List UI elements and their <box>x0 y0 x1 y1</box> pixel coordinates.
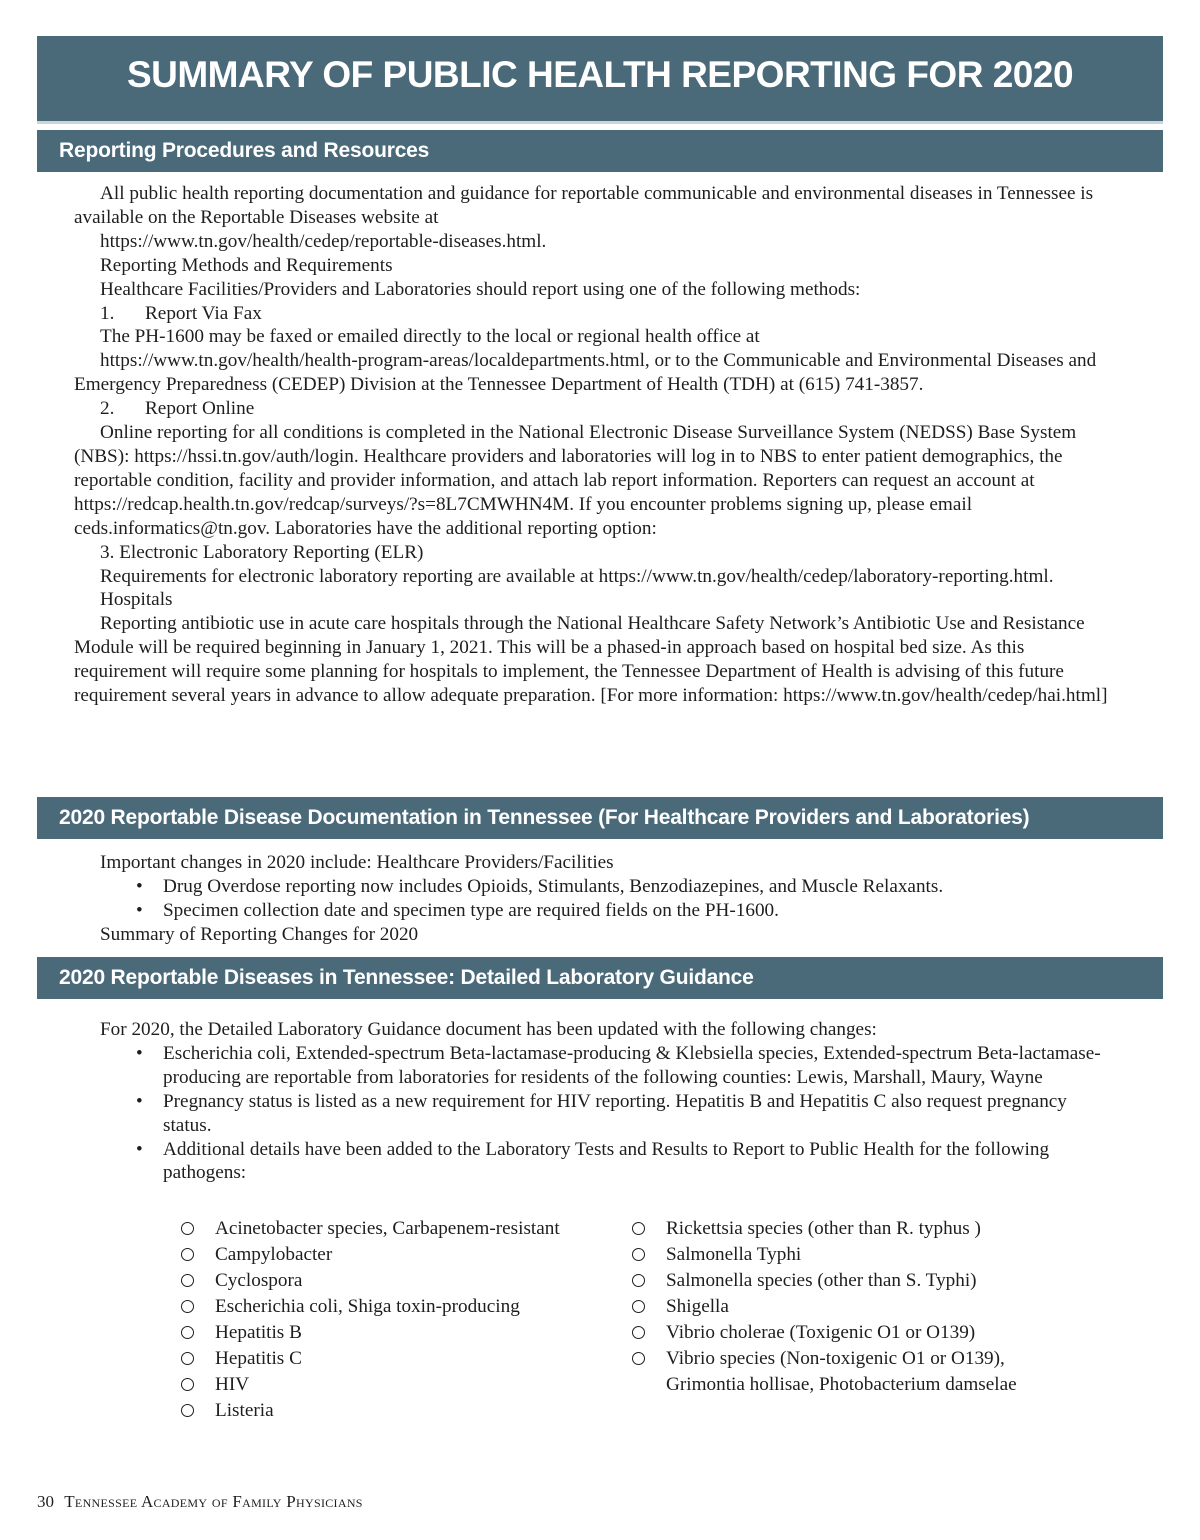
pathogen-label: Hepatitis B <box>215 1322 302 1343</box>
elr-text: Requirements for electronic laboratory reporting are available at https://www.tn.gov/health/cedep/laboratory-reporting.html. <box>100 565 1054 587</box>
pathogen-item <box>632 1242 1052 1268</box>
method-number: 2. <box>100 398 115 420</box>
circle-bullet-icon <box>632 1274 645 1287</box>
list-item: • Escherichia coli, Extended-spectrum Beta-lactamase-producing & Klebsiella species, Extended-spectrum Beta-lactamase-producing are reportable from laboratories for residents of the following counties: Lewis, Marshall, Maury, Wayne <box>74 1042 1114 1090</box>
pathogen-label: Salmonella species (other than S. Typhi) <box>666 1270 977 1291</box>
intro-paragraph: All public health reporting documentation and guidance for reportable communicable and environmental diseases in Tennessee is available on the Reportable Diseases website at <box>74 183 1094 228</box>
method-fax <box>74 302 1114 326</box>
fax-text: The PH-1600 may be faxed or emailed directly to the local or regional health office at <box>100 326 760 348</box>
pathogen-item <box>181 1372 621 1398</box>
online-text: Online reporting for all conditions is completed in the National Electronic Disease Surveillance System (NEDSS) Base System (NBS): https://hssi.tn.gov/auth/login. Healthcare providers and laboratories will log in to NBS to enter patient demographics, the reportable condition, facility and provider information, and attach lab report information. Reporters can request an account at https://redcap.health.tn.gov/redcap/surveys/?s=8L7CMWHN4M. If you encounter problems signing up, please email ceds.informatics@tn.gov. Laboratories have the additional reporting option: <box>74 422 1077 539</box>
methods-intro: Healthcare Facilities/Providers and Laboratories should report using one of the following methods: <box>100 278 861 300</box>
pathogen-item <box>181 1320 621 1346</box>
pathogen-label: Rickettsia species (other than R. typhus ) <box>666 1218 981 1239</box>
pathogen-item <box>181 1398 621 1424</box>
documentation-bullet-list <box>74 875 1114 923</box>
pathogen-label: Campylobacter <box>215 1244 333 1265</box>
hospitals-heading: Hospitals <box>100 589 173 611</box>
methods-heading: Reporting Methods and Requirements <box>100 254 393 276</box>
circle-bullet-icon <box>181 1248 194 1261</box>
fax-text-continued: https://www.tn.gov/health/health-program-areas/localdepartments.html, or to the Communicable and Environmental Diseases and Emergency Preparedness (CEDEP) Division at the Tennessee Department of Health (TDH) at (615) 741-3857. <box>74 350 1097 396</box>
section-heading-documentation: 2020 Reportable Disease Documentation in Tennessee (For Healthcare Providers and Laboratories) <box>37 797 1163 839</box>
page-footer <box>37 1492 363 1512</box>
pathogen-item <box>181 1294 621 1320</box>
section-heading-reporting-procedures: Reporting Procedures and Resources <box>37 130 1163 172</box>
circle-bullet-icon <box>632 1352 645 1365</box>
pathogen-item <box>632 1320 1052 1346</box>
page-number: 30 <box>37 1492 54 1511</box>
pathogen-label: Acinetobacter species, Carbapenem-resistant <box>215 1218 560 1239</box>
pathogen-label: Vibrio cholerae (Toxigenic O1 or O139) <box>666 1322 976 1343</box>
pathogen-item <box>181 1268 621 1294</box>
circle-bullet-icon <box>632 1248 645 1261</box>
pathogen-label: Escherichia coli, Shiga toxin-producing <box>215 1296 520 1317</box>
pathogen-item <box>632 1294 1052 1320</box>
pathogen-label: Listeria <box>215 1400 274 1421</box>
circle-bullet-icon <box>181 1300 194 1313</box>
circle-bullet-icon <box>181 1352 194 1365</box>
lab-guidance-intro: For 2020, the Detailed Laboratory Guidance document has been updated with the following changes: <box>100 1019 877 1040</box>
circle-bullet-icon <box>181 1404 194 1417</box>
page-title: SUMMARY OF PUBLIC HEALTH REPORTING FOR 2020 <box>37 36 1163 124</box>
pathogen-item <box>181 1242 621 1268</box>
pathogen-list-left <box>181 1216 621 1424</box>
list-item: • Drug Overdose reporting now includes Opioids, Stimulants, Benzodiazepines, and Muscle Relaxants. <box>74 875 1114 899</box>
circle-bullet-icon <box>632 1300 645 1313</box>
method-label: Report Via Fax <box>145 302 262 324</box>
reportable-diseases-url: https://www.tn.gov/health/cedep/reportable-diseases.html. <box>100 230 547 252</box>
list-item: • Additional details have been added to the Laboratory Tests and Results to Report to Public Health for the following pathogens: <box>74 1138 1114 1186</box>
hospitals-text: Reporting antibiotic use in acute care hospitals through the National Healthcare Safety Network’s Antibiotic Use and Resistance Module will be required beginning in January 1, 2021. This will be a phased-in approach based on hospital bed size. As this requirement will require some planning for hospitals to implement, the Tennessee Department of Health is advising of this future requirement several years in advance to allow adequate preparation. [For more information: https://www.tn.gov/health/cedep/hai.html] <box>74 613 1108 707</box>
documentation-body <box>74 851 1114 947</box>
circle-bullet-icon <box>181 1222 194 1235</box>
pathogen-item <box>632 1216 1052 1242</box>
circle-bullet-icon <box>632 1222 645 1235</box>
pathogen-item <box>632 1346 1026 1398</box>
pathogen-label: Salmonella Typhi <box>666 1244 802 1265</box>
reporting-procedures-body <box>74 182 1114 708</box>
lab-guidance-bullet-list <box>74 1042 1114 1185</box>
method-number: 1. <box>100 302 115 324</box>
pathogen-label: Hepatitis C <box>215 1348 302 1369</box>
pathogen-item <box>632 1268 1052 1294</box>
section-heading-lab-guidance: 2020 Reportable Diseases in Tennessee: Detailed Laboratory Guidance <box>37 957 1163 999</box>
pathogen-label: HIV <box>215 1374 250 1395</box>
circle-bullet-icon <box>181 1326 194 1339</box>
circle-bullet-icon <box>632 1326 645 1339</box>
list-item: • Specimen collection date and specimen type are required fields on the PH-1600. <box>74 899 1114 923</box>
pathogen-label: Vibrio species (Non-toxigenic O1 or O139), Grimontia hollisae, Photobacterium damselae <box>666 1348 1017 1395</box>
method-label: Report Online <box>145 398 255 420</box>
method-elr: 3. Electronic Laboratory Reporting (ELR) <box>100 541 424 563</box>
pathogen-item <box>181 1346 621 1372</box>
pathogen-item <box>181 1216 621 1242</box>
pathogen-label: Shigella <box>666 1296 729 1317</box>
pathogen-label: Cyclospora <box>215 1270 303 1291</box>
method-online <box>74 397 1114 421</box>
pathogen-list-right <box>632 1216 1052 1398</box>
lab-guidance-body <box>74 1018 1114 1185</box>
list-item: • Pregnancy status is listed as a new requirement for HIV reporting. Hepatitis B and Hepatitis C also request pregnancy status. <box>74 1090 1114 1138</box>
documentation-intro: Important changes in 2020 include: Healthcare Providers/Facilities <box>100 852 614 873</box>
summary-of-changes: Summary of Reporting Changes for 2020 <box>100 923 419 945</box>
circle-bullet-icon <box>181 1274 194 1287</box>
publication-name: Tennessee Academy of Family Physicians <box>64 1492 363 1511</box>
circle-bullet-icon <box>181 1378 194 1391</box>
